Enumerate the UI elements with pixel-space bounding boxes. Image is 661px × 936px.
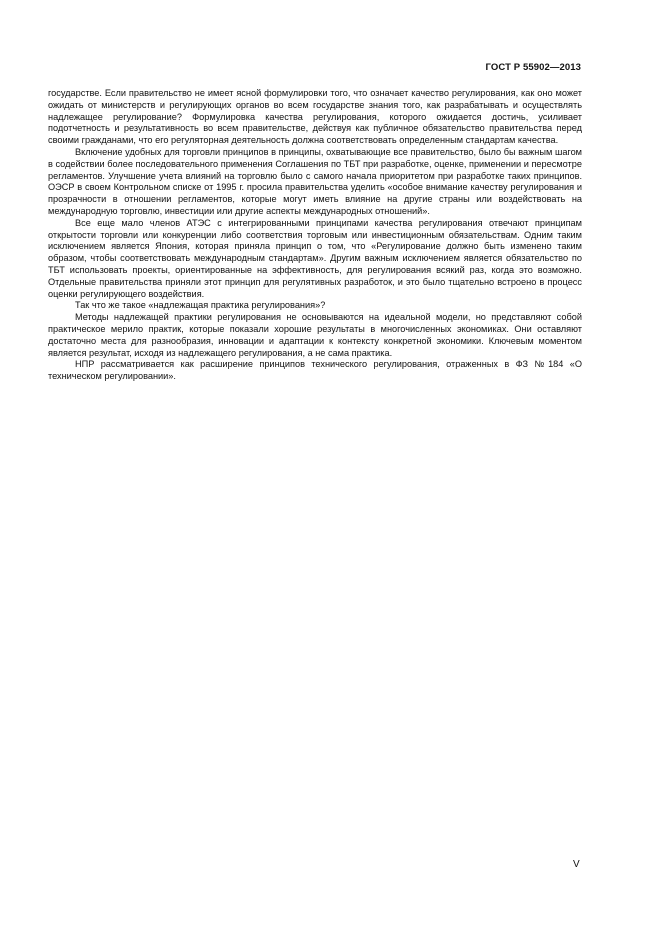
paragraph: Методы надлежащей практики регулирования не основываются на идеальной модели, но представляют собой практическое мерило практик, которые показали хорошие результаты в многочисленных экономиках. Они оставляют достаточно места для разнообразия, инновации и адаптации к контексту конкретной экономики. Ключевым моментом является результат, исходя из надлежащего регулирования, а не сама практика. [48, 312, 582, 358]
paragraph: Включение удобных для торговли принципов в принципы, охватывающие все правительство, было бы важным шагом в содействии более последовательного применения Соглашения по ТБТ при разработке, оценке, применении и пересмотре регламентов. Улучшение учета влияний на торговлю было с самого начала приоритетом при разработке таких принципов. ОЭСР в своем Контрольном списке от 1995 г. просила правительства уделить «особое внимание качеству регулирования и прозрачности в отношении регламентов, которые могут иметь влияние на другие страны или воздействовать на международную торговлю, инвестиции или другие аспекты международных отношений». [48, 146, 582, 216]
page-number: V [573, 859, 580, 870]
paragraph-question: Так что же такое «надлежащая практика регулирования»? [75, 300, 326, 311]
document-body [48, 88, 582, 383]
document-header-standard: ГОСТ Р 55902—2013 [485, 62, 581, 73]
paragraph-continuation: государстве. Если правительство не имеет ясной формулировки того, что означает качество регулирования, как оно может ожидать от министерств и регулирующих органов во всем государстве знания того, как разрабатывать и осуществлять надлежащее регулирование? Формулировка качества регулирования, которого ожидается достичь, усиливает подотчетность и результативность во всем правительстве, действуя как публичное обязательство правительства перед своими гражданами, что его регуляторная деятельность должна соответствовать определенным стандартам качества. [48, 88, 582, 146]
paragraph: Все еще мало членов АТЭС с интегрированными принципами качества регулирования отвечают принципам открытости торговли или конкуренции либо соответствия торговым или инвестиционным обязательствам. Одним таким исключением является Япония, которая приняла принцип о том, что «Регулирование должно быть изменено таким образом, чтобы соответствовать международным стандартам». Другим важным исключением является обязательство по ТБТ использовать проекты, ориентированные на эффективность, для регулирования всякий раз, когда это возможно. Отдельные правительства приняли этот принцип для регулятивных разработок, и это было тщательно встроено в процесс оценки регулирующего воздействия. [48, 217, 582, 299]
paragraph: НПР рассматривается как расширение принципов технического регулирования, отраженных в ФЗ №184 «О техническом регулировании». [48, 359, 582, 382]
